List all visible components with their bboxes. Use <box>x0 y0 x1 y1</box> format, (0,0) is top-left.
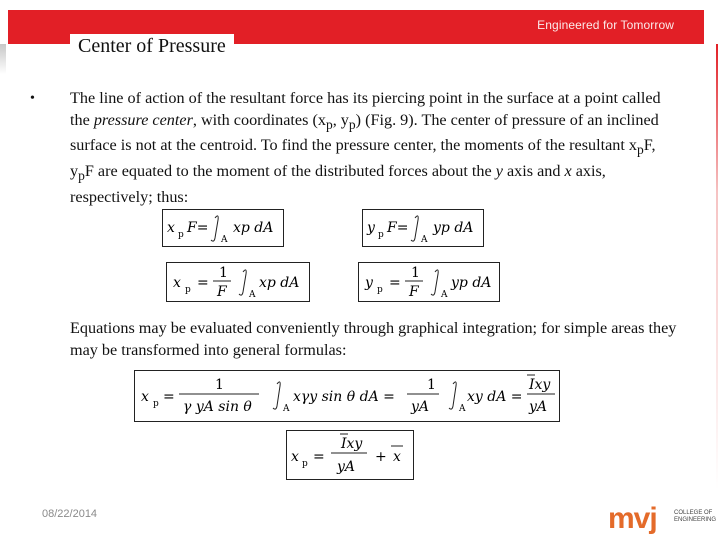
header-tagline: Engineered for Tomorrow <box>537 18 674 32</box>
eq6-sub: p <box>302 459 308 469</box>
para1-sub4: p <box>78 168 85 184</box>
eq3-rhs: xp dA <box>259 275 300 291</box>
eq5-equals: = <box>163 389 175 405</box>
equation-2 <box>362 209 484 247</box>
eq5-lhs: x <box>141 389 149 405</box>
eq2-mid: F= <box>387 220 409 236</box>
para1-y: y <box>495 162 503 181</box>
eq3-sub: p <box>185 285 191 295</box>
equation-3 <box>166 262 310 302</box>
para1-text-b: , with coordinates (x <box>192 110 326 129</box>
para1-sub2: p <box>348 116 356 132</box>
eq6-num: Ixy <box>341 436 363 452</box>
right-decoration-line <box>716 44 718 540</box>
eq5-int2-sub: A <box>459 404 466 414</box>
paragraph-2: Equations may be evaluated conveniently through graphical integration; for simple areas they may be transformed into general formulas: <box>70 319 677 359</box>
logo-letters: mvj <box>608 502 657 535</box>
equation-5 <box>134 370 560 422</box>
para1-text-g: axis and <box>502 162 565 181</box>
para1-emphasis: pressure center <box>93 110 193 129</box>
eq5-mid: xγy sin θ dA = <box>293 389 395 405</box>
eq6-den: yA <box>337 459 356 475</box>
eq3-num: 1 <box>219 265 228 281</box>
eq5-den2: yA <box>411 399 430 415</box>
eq3-integral <box>239 270 246 295</box>
para1-sub3: p <box>637 142 644 158</box>
eq1-rhs: xp dA <box>233 220 274 236</box>
eq6-lhs: x <box>291 449 299 465</box>
eq4-rhs: yp dA <box>451 275 492 291</box>
eq2-lhs: y <box>367 220 375 236</box>
logo-caption: COLLEGE OF ENGINEERING <box>674 510 717 523</box>
eq5-den3: yA <box>529 399 548 415</box>
para1-text-c: , y <box>332 110 349 129</box>
eq5-num2: 1 <box>427 377 436 393</box>
eq6-xbar: x <box>393 449 401 465</box>
bullet-icon: • <box>30 91 35 106</box>
eq6-plus: + <box>375 449 387 465</box>
eq3-den: F <box>217 284 227 300</box>
para1-text-h: axis, respectively; thus: <box>70 162 606 207</box>
eq3-int-sub: A <box>249 290 256 300</box>
eq5-integral-1 <box>273 382 280 409</box>
equation-4 <box>358 262 500 302</box>
eq4-sub: p <box>377 285 383 295</box>
eq5-int1-sub: A <box>283 404 290 414</box>
eq1-sub: p <box>178 230 184 240</box>
eq1-int-sub: A <box>221 235 228 245</box>
paragraph-1 <box>70 88 680 209</box>
eq4-int-sub: A <box>441 290 448 300</box>
eq4-den: F <box>409 284 419 300</box>
title-tab <box>70 34 234 58</box>
para1-text-f: F are equated to the moment of the distributed forces about the <box>84 162 496 181</box>
eq5-integral-2 <box>449 382 456 409</box>
left-decoration <box>0 44 6 74</box>
equation-1 <box>162 209 284 247</box>
slide-title: Center of Pressure <box>78 35 226 57</box>
equation-6 <box>286 430 414 480</box>
college-logo <box>608 502 717 535</box>
eq1-integral <box>211 216 218 241</box>
eq5-num1: 1 <box>215 377 224 393</box>
para1-sub1: p <box>325 116 333 132</box>
eq4-integral <box>431 270 438 295</box>
para1-text-d: ) (Fig. 9). The center of pressure of an inclined surface is not at the centroid. To find the pressure center, the moments of the resultant x <box>70 110 659 155</box>
eq5-num3: Ixy <box>529 377 551 393</box>
para1-x: x <box>564 162 572 181</box>
eq4-num: 1 <box>411 265 420 281</box>
eq1-lhs: x <box>167 220 175 236</box>
para1-text-a: The line of action of the resultant force has its piercing point in the surface at a point called the <box>70 89 661 129</box>
eq6-equals: = <box>313 449 325 465</box>
para1-text-e: F, y <box>70 136 656 181</box>
eq5-den1: γ yA sin θ <box>183 399 252 415</box>
eq4-lhs: y <box>365 275 373 291</box>
eq4-equals: = <box>389 275 401 291</box>
eq3-lhs: x <box>173 275 181 291</box>
footer-date: 08/22/2014 <box>42 508 98 520</box>
header-band-edge <box>0 10 8 44</box>
eq2-rhs: yp dA <box>433 220 474 236</box>
eq5-mid2: xy dA = <box>467 389 523 405</box>
eq3-equals: = <box>197 275 209 291</box>
eq1-mid: F= <box>187 220 209 236</box>
eq2-sub: p <box>378 230 384 240</box>
eq5-sub: p <box>153 399 159 409</box>
eq2-int-sub: A <box>421 235 428 245</box>
eq2-integral <box>411 216 418 241</box>
